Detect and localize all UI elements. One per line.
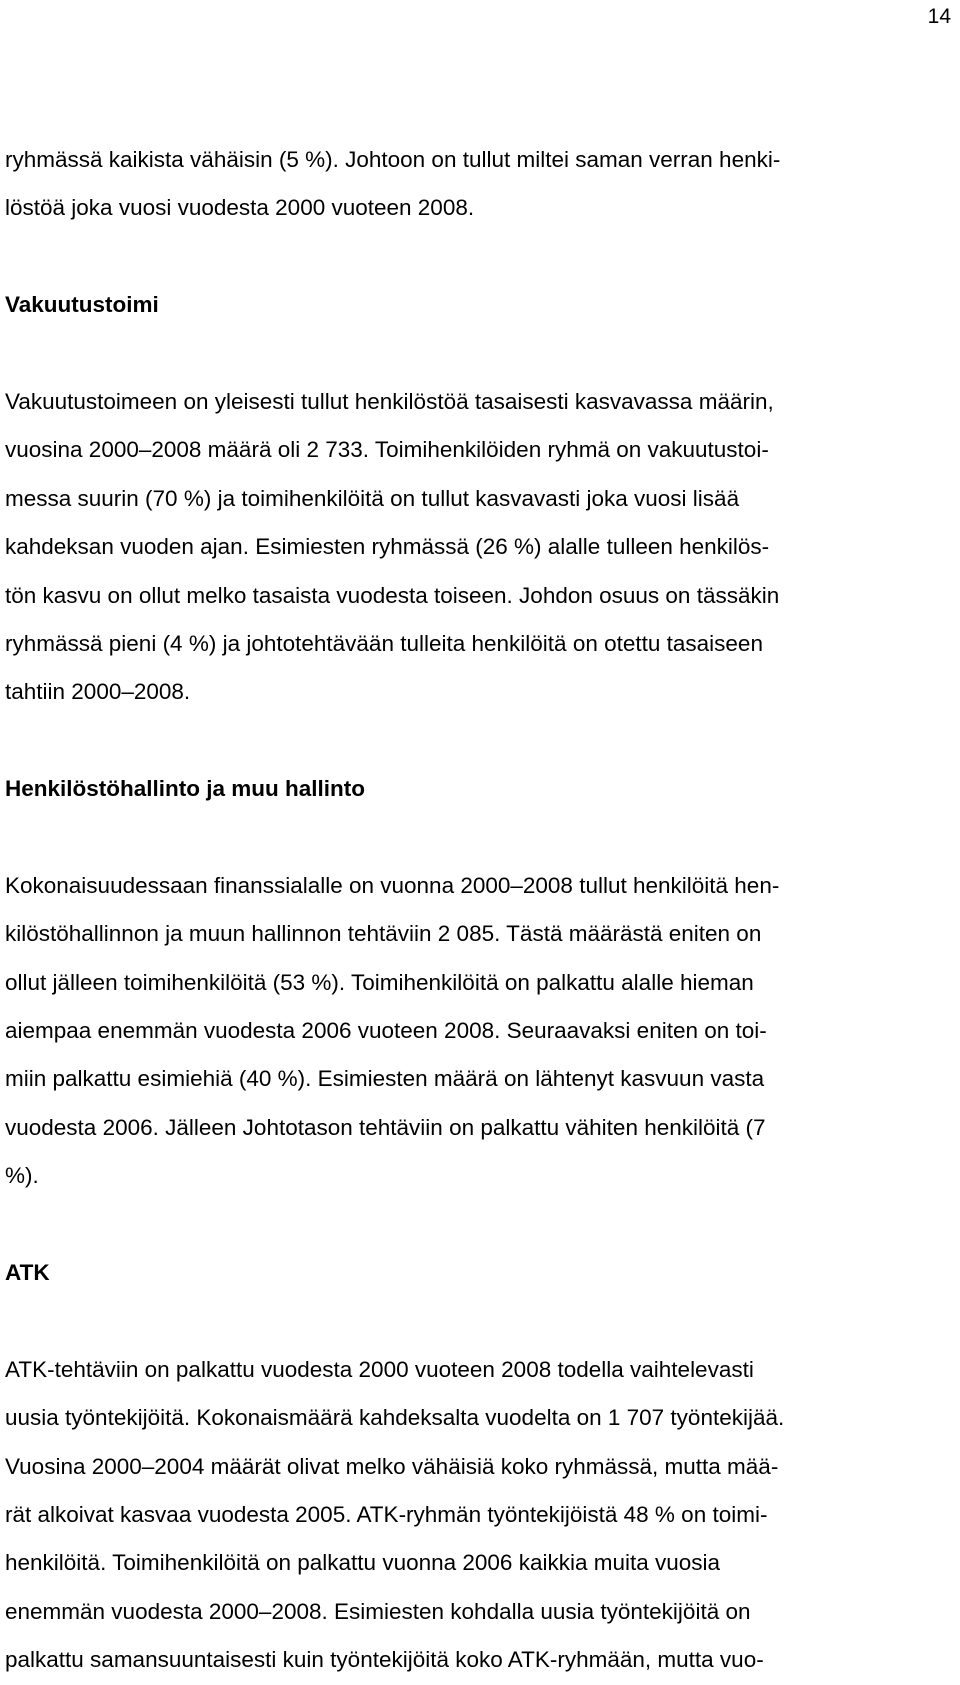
spacer xyxy=(5,717,955,765)
text-line: rät alkoivat kasvaa vuodesta 2005. ATK-ryhmän työntekijöistä 48 % on toimi- xyxy=(5,1501,768,1527)
section-heading-vakuutustoimi: Vakuutustoimi xyxy=(5,292,159,318)
paragraph xyxy=(5,862,955,1201)
text-line: vuosina 2000–2008 määrä oli 2 733. Toimihenkilöiden ryhmä on vakuutustoi- xyxy=(5,437,769,463)
text-line: Vakuutustoimeen on yleisesti tullut henkilöstöä tasaisesti kasvavassa määrin, xyxy=(5,388,774,414)
text-line: %). xyxy=(5,1163,39,1189)
text-line: Vuosina 2000–2004 määrät olivat melko vähäisiä koko ryhmässä, mutta mää- xyxy=(5,1453,779,1479)
text-line: palkattu samansuuntaisesti kuin työntekijöitä koko ATK-ryhmään, mutta vuo- xyxy=(5,1647,764,1673)
text-line: löstöä joka vuosi vuodesta 2000 vuoteen 2008. xyxy=(5,195,475,221)
spacer xyxy=(5,813,955,861)
paragraph xyxy=(5,136,955,233)
text-line: ryhmässä kaikista vähäisin (5 %). Johtoon on tullut miltei saman verran henki- xyxy=(5,147,781,172)
text-line: ryhmässä pieni (4 %) ja johtotehtävään tulleita henkilöitä on otettu tasaiseen xyxy=(5,630,763,656)
text-line: ATK-tehtäviin on palkattu vuodesta 2000 vuoteen 2008 todella vaihtelevasti xyxy=(5,1356,754,1382)
spacer xyxy=(5,1297,955,1345)
text-line: tön kasvu on ollut melko tasaista vuodesta toiseen. Johdon osuus on tässäkin xyxy=(5,582,780,608)
text-line: kahdeksan vuoden ajan. Esimiesten ryhmässä (26 %) alalle tulleen henkilös- xyxy=(5,534,770,560)
text-line: enemmän vuodesta 2000–2008. Esimiesten kohdalla uusia työntekijöitä on xyxy=(5,1598,751,1624)
text-line: ollut jälleen toimihenkilöitä (53 %). Toimihenkilöitä on palkattu alalle hieman xyxy=(5,969,754,995)
page-number: 14 xyxy=(927,5,951,28)
text-line: uusia työntekijöitä. Kokonaismäärä kahdeksalta vuodelta on 1 707 työntekijää. xyxy=(5,1405,785,1431)
spacer xyxy=(5,1201,955,1249)
text-line: messa suurin (70 %) ja toimihenkilöitä on tullut kasvavasti joka vuosi lisää xyxy=(5,485,740,511)
text-line: miin palkattu esimiehiä (40 %). Esimiesten määrä on lähtenyt kasvuun vasta xyxy=(5,1066,765,1092)
text-line: Kokonaisuudessaan finanssialalle on vuonna 2000–2008 tullut henkilöitä hen- xyxy=(5,872,780,898)
paragraph xyxy=(5,1346,955,1685)
text-line: kilöstöhallinnon ja muun hallinnon tehtäviin 2 085. Tästä määrästä eniten on xyxy=(5,921,762,947)
section-heading-henkilostohallinto: Henkilöstöhallinto ja muu hallinto xyxy=(5,776,366,802)
text-line: henkilöitä. Toimihenkilöitä on palkattu vuonna 2006 kaikkia muita vuosia xyxy=(5,1550,721,1576)
spacer xyxy=(5,233,955,281)
document-body xyxy=(5,136,955,1685)
text-line: aiempaa enemmän vuodesta 2006 vuoteen 2008. Seuraavaksi eniten on toi- xyxy=(5,1018,767,1044)
text-line: vuodesta 2006. Jälleen Johtotason tehtäviin on palkattu vähiten henkilöitä (7 xyxy=(5,1114,766,1140)
section-heading-atk: ATK xyxy=(5,1259,50,1285)
spacer xyxy=(5,330,955,378)
text-line: tahtiin 2000–2008. xyxy=(5,679,191,705)
paragraph xyxy=(5,378,955,717)
